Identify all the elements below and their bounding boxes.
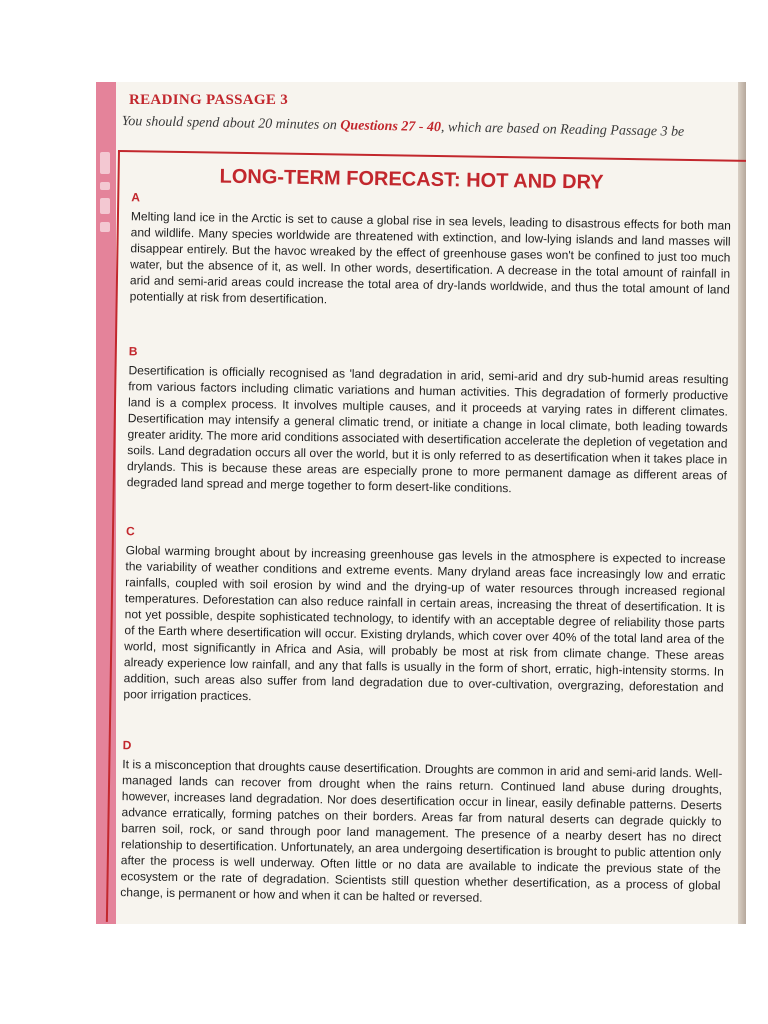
- section-paragraph: Global warming brought about by increasing greenhouse gas levels in the atmosphere is expected to increase the variability of weather conditions and extreme events. Many dryland areas face increasingly low and erratic rainfalls, coupled with soil erosion by wind and the drying-up of water resources through increased regional temperatures. Deforestation can also reduce rainfall in certain areas, increasing the threat of desertification. It is not yet possible, despite sophisticated technology, to identify with an acceptable degree of reliability those parts of the Earth where desertification will occur. Existing drylands, which cover over 40% of the total land area of the world, most significantly in Africa and Asia, will probably be most at risk from climate change. These areas already experience low rainfall, and any that falls is usually in the form of short, erratic, high-intensity storms. In addition, such areas also suffer from land degradation due to over-cultivation, overgrazing, deforestation and poor irrigation practices.: [123, 543, 726, 704]
- instruction-text-start: You should spend about 20 minutes on: [121, 114, 341, 134]
- section-b: [127, 344, 729, 499]
- section-letter: D: [122, 738, 132, 753]
- passage-title: LONG-TERM FORECAST: HOT AND DRY: [219, 165, 604, 194]
- section-paragraph: It is a misconception that droughts cause desertification. Droughts are common in arid and semi-arid lands. Well-managed lands can recover from drought when the rains return. Continued land abuse during droughts, however, increases land degradation. Nor does desertification occur in linear, easily definable patterns. Deserts advance erratically, forming patches on their borders. Areas far from natural deserts can degrade quickly to barren soil, rock, or sand through poor land management. The presence of a nearby desert has no direct relationship to desertification. Unfortunately, an area undergoing desertification is brought to public attention only after the process is well underway. Often little or no data are available to indicate the previous state of the ecosystem or the rate of degradation. Scientists still question whether desertification, as a process of global change, is permanent or how and when it can be halted or reversed.: [120, 757, 723, 905]
- spine-mark: [100, 182, 110, 190]
- section-letter: A: [131, 190, 141, 205]
- book-page: [96, 82, 746, 924]
- spine-mark: [100, 222, 110, 232]
- spine-mark: [100, 152, 110, 174]
- section-letter: C: [125, 524, 135, 539]
- section-a: [130, 190, 732, 313]
- section-letter: B: [128, 344, 138, 359]
- section-paragraph: Desertification is officially recognised as 'land degradation in arid, semi-arid and dry sub-humid areas resulting from various factors including climatic variations and human activities. This degradation of formerly productive land is a complex process. It involves multiple causes, and it proceeds at varying rates in different climates. Desertification may intensify a general climatic trend, or initiate a change in local climate, both leading towards greater aridity. The more arid conditions associated with desertification accelerate the depletion of vegetation and soils. Land degradation occurs all over the world, but it is only referred to as desertification when it takes place in drylands. This is because these areas are especially prone to more permanent damage as different areas of degraded land spread and merge together to form desert-like conditions.: [126, 363, 729, 496]
- section-c: [123, 524, 726, 711]
- spine-mark: [100, 198, 110, 214]
- reading-instruction: [122, 114, 746, 142]
- passage-box: [106, 150, 746, 924]
- instruction-text-end: , which are based on Reading Passage 3 be: [440, 120, 685, 140]
- section-d: [120, 738, 722, 909]
- section-paragraph: Melting land ice in the Arctic is set to cause a global rise in sea levels, leading to disastrous effects for both man and wildlife. Many species worldwide are threatened with extinction, and low-lying islands and land masses will disappear entirely. But the havoc wreaked by the effect of greenhouse gases won't be confined to just too much water, but the absence of it, as well. In other words, desertification. A decrease in the total amount of rainfall in arid and semi-arid areas could increase the total area of dry-lands worldwide, and thus the total amount of land potentially at risk from desertification.: [129, 209, 731, 307]
- instruction-questions: Questions 27 - 40: [340, 118, 442, 136]
- reading-passage-heading: READING PASSAGE 3: [129, 92, 289, 108]
